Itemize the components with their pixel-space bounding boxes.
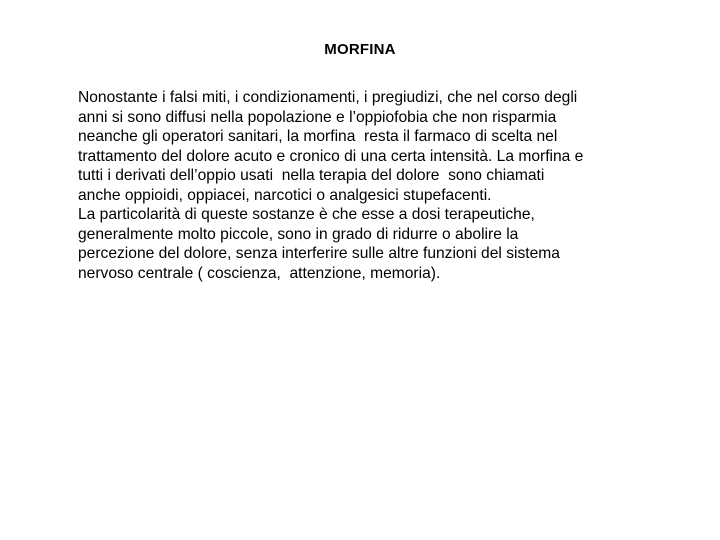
slide-title-container [0,40,720,60]
body-line: tutti i derivati dell’oppio usati nella terapia del dolore sono chiamati [78,167,545,184]
body-line: neanche gli operatori sanitari, la morfina resta il farmaco di scelta nel [78,128,558,145]
body-line: generalmente molto piccole, sono in grado di ridurre o abolire la [78,225,519,243]
body-line: La particolarità di queste sostanze è che esse a dosi terapeutiche, [78,206,535,223]
body-line: Nonostante i falsi miti, i condizionamenti, i pregiudizi, che nel corso degli [78,89,578,106]
body-line: anni si sono diffusi nella popolazione e l’oppiofobia che non risparmia [78,108,557,126]
body-line: anche oppioidi, oppiacei, narcotici o analgesici stupefacenti. [78,186,492,204]
slide-title: MORFINA [324,41,396,58]
slide-body [78,88,678,283]
body-line: trattamento del dolore acuto e cronico di una certa intensità. La morfina e [78,147,584,165]
body-line: nervoso centrale ( coscienza, attenzione, memoria). [78,264,441,282]
body-line: percezione del dolore, senza interferire sulle altre funzioni del sistema [78,245,560,262]
